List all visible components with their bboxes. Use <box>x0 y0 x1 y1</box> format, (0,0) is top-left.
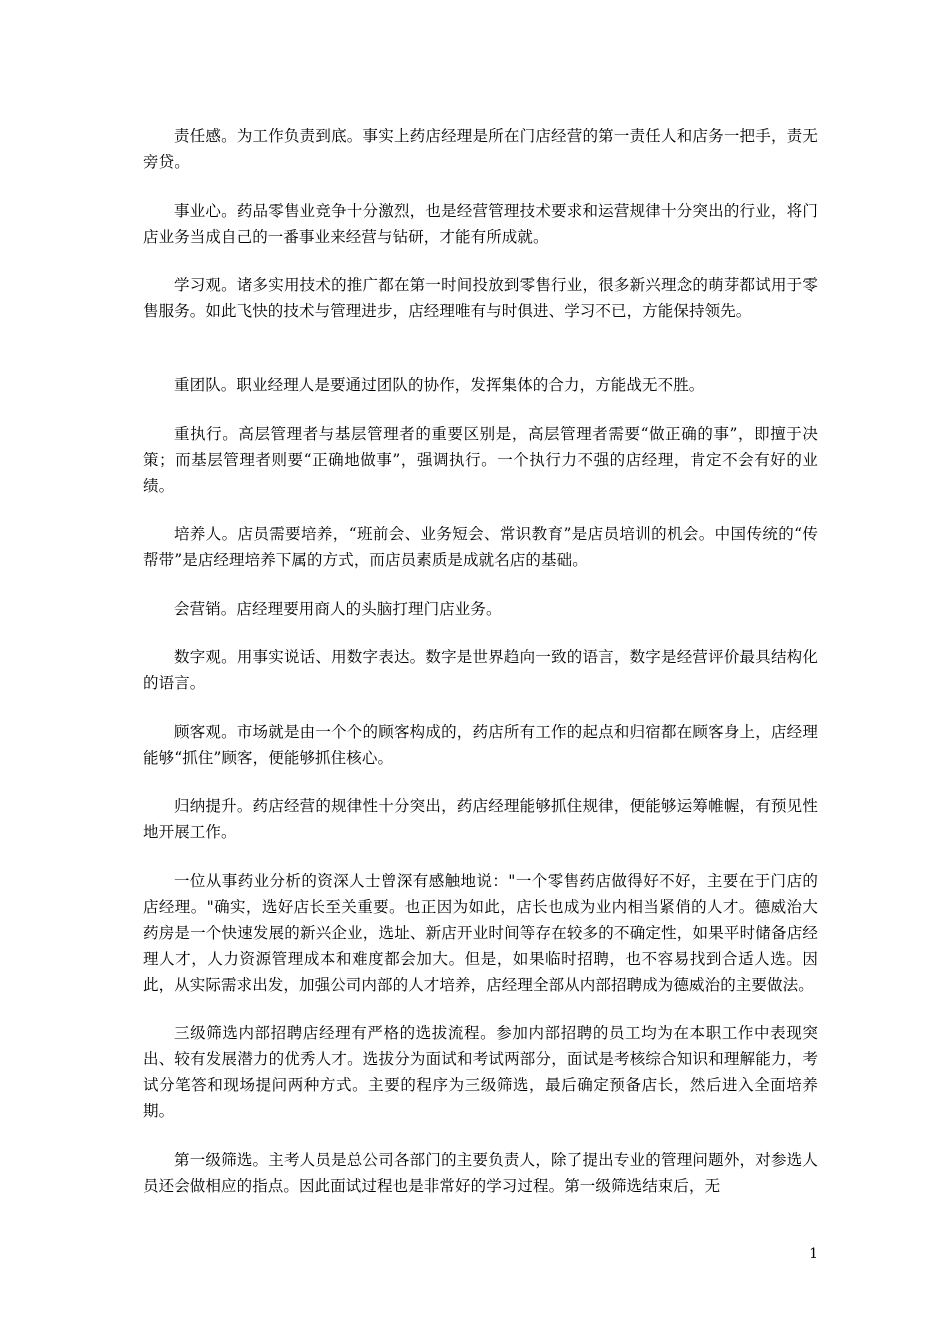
paragraph-teamwork: 重团队。职业经理人是要通过团队的协作，发挥集体的合力，方能战无不胜。 <box>174 376 705 394</box>
paragraph-execution: 重执行。高层管理者与基层管理者的重要区别是，高层管理者需要“做正确的事”，即擅于决策；而基层管理者则要“正确地做事”，强调执行。一个执行力不强的店经理，肯定不会有好的业绩。 <box>143 424 818 495</box>
paragraph-expert-quote: 一位从事药业分析的资深人士曾深有感触地说："一个零售药店做得好不好，主要在于门店的店经理。"确实，选好店长至关重要。也正因为如此，店长也成为业内相当紧俏的人才。德威治大药房是一个快速发展的新兴企业，选址、新店开业时间等存在较多的不确定性，如果平时储备店经理人才，人力资源管理成本和难度都会加大。但是，如果临时招聘，也不容易找到合适人选。因此，从实际需求出发，加强公司内部的人才培养，店经理全部从内部招聘成为德威治的主要做法。 <box>143 871 818 994</box>
paragraph-summary: 归纳提升。药店经营的规律性十分突出，药店经理能够抓住规律，便能够运筹帷幄，有预见性地开展工作。 <box>143 797 818 841</box>
paragraph-three-level-selection: 三级筛选内部招聘店经理有严格的选拔流程。参加内部招聘的员工均为在本职工作中表现突出、较有发展潜力的优秀人才。选拔分为面试和考试两部分，面试是考核综合知识和理解能力，考试分笔答和现场提问两种方式。主要的程序为三级筛选，最后确定预备店长，然后进入全面培养期。 <box>143 1024 818 1120</box>
paragraph-numbers: 数字观。用事实说话、用数字表达。数字是世界趋向一致的语言，数字是经营评价最具结构化的语言。 <box>143 648 818 692</box>
paragraph-first-level-selection: 第一级筛选。主考人员是总公司各部门的主要负责人，除了提出专业的管理问题外，对参选人员还会做相应的指点。因此面试过程也是非常好的学习过程。第一级筛选结束后，无 <box>143 1150 818 1195</box>
paragraph-customers: 顾客观。市场就是由一个个的顾客构成的，药店所有工作的起点和归宿都在顾客身上，店经理能够“抓住”顾客，便能够抓住核心。 <box>143 722 818 767</box>
paragraph-learning: 学习观。诸多实用技术的推广都在第一时间投放到零售行业，很多新兴理念的萌芽都试用于零售服务。如此飞快的技术与管理进步，店经理唯有与时俱进、学习不已，方能保持领先。 <box>143 276 818 320</box>
paragraph-responsibility: 责任感。为工作负责到底。事实上药店经理是所在门店经营的第一责任人和店务一把手，责无旁贷。 <box>143 127 818 171</box>
page-number: 1 <box>809 1246 818 1262</box>
paragraph-career: 事业心。药品零售业竞争十分激烈，也是经营管理技术要求和运营规律十分突出的行业，将门店业务当成自己的一番事业来经营与钻研，才能有所成就。 <box>143 201 818 246</box>
document-body <box>143 123 818 1221</box>
paragraph-training: 培养人。店员需要培养，“班前会、业务短会、常识教育”是店员培训的机会。中国传统的“传帮带”是店经理培养下属的方式，而店员素质是成就名店的基础。 <box>143 525 818 569</box>
paragraph-marketing: 会营销。店经理要用商人的头脑打理门店业务。 <box>174 599 502 618</box>
